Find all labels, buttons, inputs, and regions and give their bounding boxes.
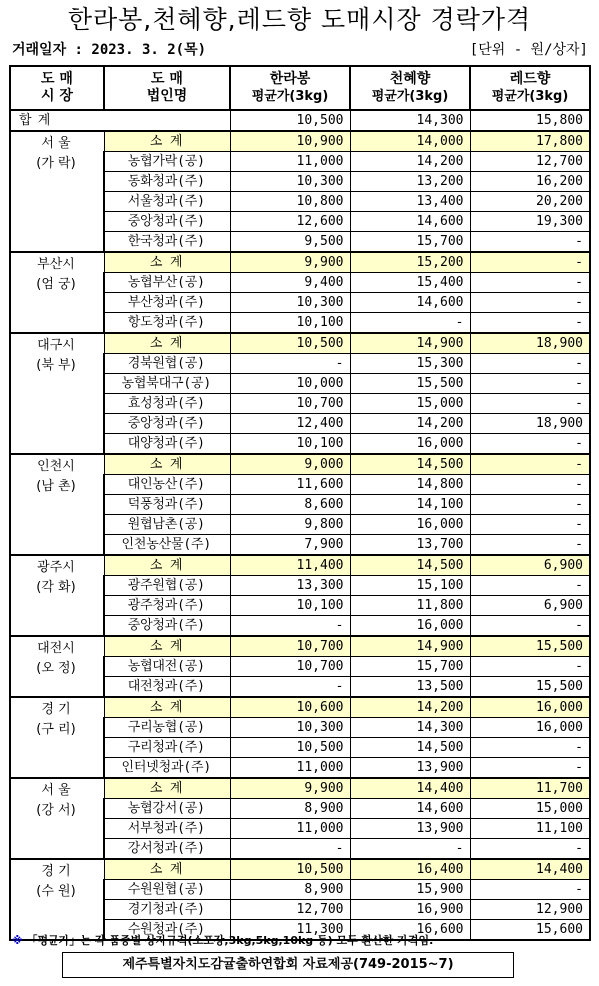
price-redhyang: -	[470, 515, 590, 535]
price-cheonhyehyang: 14,800	[350, 475, 470, 495]
corp-name: 구리청과(주)	[104, 738, 230, 758]
price-redhyang: 11,100	[470, 819, 590, 839]
price-redhyang: -	[470, 454, 590, 475]
price-hallabong: 10,700	[230, 394, 350, 414]
total-row	[10, 110, 590, 131]
price-redhyang: -	[470, 839, 590, 860]
market-cell	[10, 333, 104, 454]
header-row	[10, 66, 590, 110]
corp-name: 광주원협(공)	[104, 576, 230, 596]
price-redhyang: 15,500	[470, 636, 590, 657]
price-redhyang: -	[470, 374, 590, 394]
price-redhyang: -	[470, 758, 590, 779]
market-district: (수 원)	[36, 884, 76, 899]
price-cheonhyehyang: 15,400	[350, 273, 470, 293]
corp-name: 중앙청과(주)	[104, 414, 230, 434]
corp-name: 농협가락(공)	[104, 152, 230, 172]
price-redhyang: 18,900	[470, 414, 590, 434]
price-hallabong: 10,500	[230, 333, 350, 354]
subtotal-row	[10, 636, 590, 657]
price-cheonhyehyang: 14,000	[350, 131, 470, 152]
market-cell	[10, 555, 104, 636]
price-cheonhyehyang: 15,900	[350, 880, 470, 900]
price-cheonhyehyang: 15,300	[350, 354, 470, 374]
corp-name: 중앙청과(주)	[104, 616, 230, 637]
price-hallabong: 10,000	[230, 374, 350, 394]
subtotal-row	[10, 333, 590, 354]
price-cheonhyehyang: 13,900	[350, 819, 470, 839]
price-hallabong: -	[230, 677, 350, 698]
price-redhyang: -	[470, 434, 590, 455]
price-redhyang: -	[470, 232, 590, 253]
price-redhyang: 15,600	[470, 920, 590, 941]
corp-name: 중앙청과(주)	[104, 212, 230, 232]
market-district: (북 부)	[36, 358, 76, 373]
unit-label: [단위 - 원/상자]	[469, 42, 588, 58]
corp-name: 대인농산(주)	[104, 475, 230, 495]
corp-name: 농협대전(공)	[104, 657, 230, 677]
price-cheonhyehyang: 15,700	[350, 232, 470, 253]
price-redhyang: 12,900	[470, 900, 590, 920]
price-cheonhyehyang: 14,200	[350, 152, 470, 172]
price-cheonhyehyang: 14,500	[350, 555, 470, 576]
total-label: 합 계	[10, 110, 230, 131]
price-cheonhyehyang: 15,100	[350, 576, 470, 596]
price-hallabong: 12,400	[230, 414, 350, 434]
market-cell	[10, 131, 104, 252]
corp-name: 서울청과(주)	[104, 192, 230, 212]
market-district: (구 리)	[36, 722, 76, 737]
price-cheonhyehyang: 13,200	[350, 172, 470, 192]
price-hallabong: 11,000	[230, 152, 350, 172]
corp-name: 부산청과(주)	[104, 293, 230, 313]
price-hallabong: 9,800	[230, 515, 350, 535]
price-redhyang: 16,000	[470, 697, 590, 718]
market-district: (가 락)	[36, 156, 76, 171]
price-redhyang: 14,400	[470, 859, 590, 880]
total-redhyang: 15,800	[470, 110, 590, 131]
price-hallabong: 8,900	[230, 880, 350, 900]
market-district: (오 정)	[36, 661, 76, 676]
market-district: (각 화)	[36, 580, 76, 595]
price-hallabong: 10,800	[230, 192, 350, 212]
market-name: 광주시	[37, 560, 75, 575]
price-cheonhyehyang: 14,100	[350, 495, 470, 515]
header-market: 도 매 시 장	[10, 66, 104, 110]
price-cheonhyehyang: 13,400	[350, 192, 470, 212]
price-hallabong: -	[230, 839, 350, 860]
header-hallabong: 한라봉 평균가(3kg)	[230, 66, 350, 110]
price-hallabong: 9,400	[230, 273, 350, 293]
subtotal-row	[10, 859, 590, 880]
price-cheonhyehyang: 14,200	[350, 697, 470, 718]
total-hallabong: 10,500	[230, 110, 350, 131]
price-redhyang: -	[470, 293, 590, 313]
price-hallabong: 10,900	[230, 131, 350, 152]
corp-name: 광주청과(주)	[104, 596, 230, 616]
header-redhyang: 레드향 평균가(3kg)	[470, 66, 590, 110]
corp-name: 한국청과(주)	[104, 232, 230, 253]
price-redhyang: -	[470, 657, 590, 677]
corp-name: 소 계	[104, 636, 230, 657]
corp-name: 소 계	[104, 555, 230, 576]
price-redhyang: 6,900	[470, 555, 590, 576]
header-corp: 도 매 법인명	[104, 66, 230, 110]
price-hallabong: 9,500	[230, 232, 350, 253]
price-redhyang: 20,200	[470, 192, 590, 212]
price-cheonhyehyang: 13,700	[350, 535, 470, 556]
market-cell	[10, 859, 104, 940]
corp-name: 농협부산(공)	[104, 273, 230, 293]
price-cheonhyehyang: 14,500	[350, 738, 470, 758]
price-cheonhyehyang: 16,000	[350, 434, 470, 455]
note-text: 「평균가」는 각 품종별 상자규격(소포장,3kg,5kg,10kg 등) 모두 환산한 가격임.	[22, 934, 434, 947]
market-district: (엄 궁)	[36, 277, 76, 292]
corp-name: 소 계	[104, 333, 230, 354]
price-hallabong: -	[230, 354, 350, 374]
price-cheonhyehyang: 14,900	[350, 333, 470, 354]
price-cheonhyehyang: 15,500	[350, 374, 470, 394]
market-name: 부산시	[37, 257, 75, 272]
price-cheonhyehyang: -	[350, 839, 470, 860]
price-hallabong: 10,600	[230, 697, 350, 718]
corp-name: 수원원협(공)	[104, 880, 230, 900]
market-cell	[10, 636, 104, 697]
price-redhyang: 19,300	[470, 212, 590, 232]
market-name: 인천시	[37, 459, 75, 474]
market-name: 경 기	[41, 702, 71, 717]
price-hallabong: 9,000	[230, 454, 350, 475]
market-name: 경 기	[41, 864, 71, 879]
market-cell	[10, 778, 104, 859]
subtotal-row	[10, 697, 590, 718]
price-hallabong: 7,900	[230, 535, 350, 556]
price-cheonhyehyang: 14,200	[350, 414, 470, 434]
corp-name: 소 계	[104, 859, 230, 880]
price-table	[9, 65, 591, 941]
price-cheonhyehyang: 14,300	[350, 718, 470, 738]
corp-name: 소 계	[104, 131, 230, 152]
market-name: 서 울	[41, 783, 71, 798]
price-cheonhyehyang: 14,600	[350, 799, 470, 819]
price-cheonhyehyang: 16,000	[350, 515, 470, 535]
market-name: 서 울	[41, 136, 71, 151]
price-redhyang: -	[470, 354, 590, 374]
trade-date	[12, 40, 206, 60]
price-cheonhyehyang: 14,500	[350, 454, 470, 475]
corp-name: 수원청과(주)	[104, 920, 230, 941]
corp-name: 소 계	[104, 252, 230, 273]
corp-name: 경기청과(주)	[104, 900, 230, 920]
subtotal-row	[10, 252, 590, 273]
price-hallabong: 10,300	[230, 172, 350, 192]
price-redhyang: -	[470, 495, 590, 515]
price-hallabong: 11,400	[230, 555, 350, 576]
trade-date-label: 거래일자	[12, 42, 67, 58]
price-hallabong: 8,900	[230, 799, 350, 819]
page-title: 한라봉,천혜향,레드향 도매시장 경락가격	[67, 5, 532, 34]
price-hallabong: 10,100	[230, 596, 350, 616]
total-cheonhyehyang: 14,300	[350, 110, 470, 131]
price-cheonhyehyang: -	[350, 313, 470, 334]
price-redhyang: -	[470, 576, 590, 596]
market-cell	[10, 454, 104, 555]
corp-name: 인터넷청과(주)	[104, 758, 230, 779]
price-hallabong: 9,900	[230, 252, 350, 273]
price-hallabong: 10,700	[230, 657, 350, 677]
price-hallabong: 10,700	[230, 636, 350, 657]
price-redhyang: -	[470, 394, 590, 414]
price-redhyang: -	[470, 313, 590, 334]
price-redhyang: 18,900	[470, 333, 590, 354]
price-redhyang: -	[470, 738, 590, 758]
price-hallabong: 10,300	[230, 718, 350, 738]
price-cheonhyehyang: 15,700	[350, 657, 470, 677]
price-redhyang: -	[470, 475, 590, 495]
price-redhyang: 16,200	[470, 172, 590, 192]
corp-name: 농협강서(공)	[104, 799, 230, 819]
price-cheonhyehyang: 16,900	[350, 900, 470, 920]
price-cheonhyehyang: 16,600	[350, 920, 470, 941]
corp-name: 강서청과(주)	[104, 839, 230, 860]
price-redhyang: 12,700	[470, 152, 590, 172]
corp-name: 구리농협(공)	[104, 718, 230, 738]
price-redhyang: -	[470, 616, 590, 637]
trade-date-value: : 2023. 3. 2(목)	[66, 42, 207, 58]
corp-name: 효성청과(주)	[104, 394, 230, 414]
price-hallabong: 9,900	[230, 778, 350, 799]
corp-name: 덕풍청과(주)	[104, 495, 230, 515]
corp-name: 경북원협(공)	[104, 354, 230, 374]
market-name: 대전시	[37, 641, 75, 656]
corp-name: 대전청과(주)	[104, 677, 230, 698]
price-redhyang: 15,500	[470, 677, 590, 698]
subtotal-row	[10, 131, 590, 152]
price-cheonhyehyang: 14,900	[350, 636, 470, 657]
price-cheonhyehyang: 13,900	[350, 758, 470, 779]
price-hallabong: 10,500	[230, 738, 350, 758]
price-redhyang: 6,900	[470, 596, 590, 616]
price-hallabong: 12,600	[230, 212, 350, 232]
header-cheonhyehyang: 천혜향 평균가(3kg)	[350, 66, 470, 110]
market-district: (강 서)	[36, 803, 76, 818]
price-hallabong: 13,300	[230, 576, 350, 596]
price-hallabong: -	[230, 616, 350, 637]
corp-name: 원협남촌(공)	[104, 515, 230, 535]
price-cheonhyehyang: 16,400	[350, 859, 470, 880]
price-hallabong: 10,300	[230, 293, 350, 313]
corp-name: 인천농산물(주)	[104, 535, 230, 556]
price-hallabong: 10,500	[230, 859, 350, 880]
price-cheonhyehyang: 16,000	[350, 616, 470, 637]
market-name: 대구시	[37, 338, 75, 353]
corp-name: 서부청과(주)	[104, 819, 230, 839]
price-cheonhyehyang: 13,500	[350, 677, 470, 698]
subtotal-row	[10, 454, 590, 475]
price-hallabong: 12,700	[230, 900, 350, 920]
price-redhyang: -	[470, 252, 590, 273]
note-mark: ※	[12, 934, 23, 947]
price-redhyang: -	[470, 880, 590, 900]
price-redhyang: 11,700	[470, 778, 590, 799]
price-cheonhyehyang: 14,600	[350, 293, 470, 313]
price-hallabong: 10,100	[230, 313, 350, 334]
subtotal-row	[10, 778, 590, 799]
price-cheonhyehyang: 15,000	[350, 394, 470, 414]
corp-name: 소 계	[104, 697, 230, 718]
corp-name: 소 계	[104, 778, 230, 799]
corp-name: 대양청과(주)	[104, 434, 230, 455]
price-hallabong: 8,600	[230, 495, 350, 515]
price-cheonhyehyang: 14,600	[350, 212, 470, 232]
price-cheonhyehyang: 15,200	[350, 252, 470, 273]
price-hallabong: 11,000	[230, 819, 350, 839]
price-redhyang: 17,800	[470, 131, 590, 152]
price-redhyang: 15,000	[470, 799, 590, 819]
corp-name: 소 계	[104, 454, 230, 475]
market-cell	[10, 252, 104, 333]
corp-name: 동화청과(주)	[104, 172, 230, 192]
corp-name: 항도청과(주)	[104, 313, 230, 334]
source-box: 제주특별자치도감귤출하연합회 자료제공(749-2015~7)	[62, 952, 514, 978]
date-line	[12, 40, 588, 60]
price-redhyang: -	[470, 535, 590, 556]
price-hallabong: 11,600	[230, 475, 350, 495]
price-redhyang: 16,000	[470, 718, 590, 738]
subtotal-row	[10, 555, 590, 576]
price-hallabong: 10,100	[230, 434, 350, 455]
price-hallabong: 11,300	[230, 920, 350, 941]
price-cheonhyehyang: 14,400	[350, 778, 470, 799]
market-cell	[10, 697, 104, 778]
footnote	[12, 932, 592, 950]
market-district: (남 촌)	[36, 479, 76, 494]
price-cheonhyehyang: 11,800	[350, 596, 470, 616]
corp-name: 농협북대구(공)	[104, 374, 230, 394]
price-hallabong: 11,000	[230, 758, 350, 779]
price-redhyang: -	[470, 273, 590, 293]
